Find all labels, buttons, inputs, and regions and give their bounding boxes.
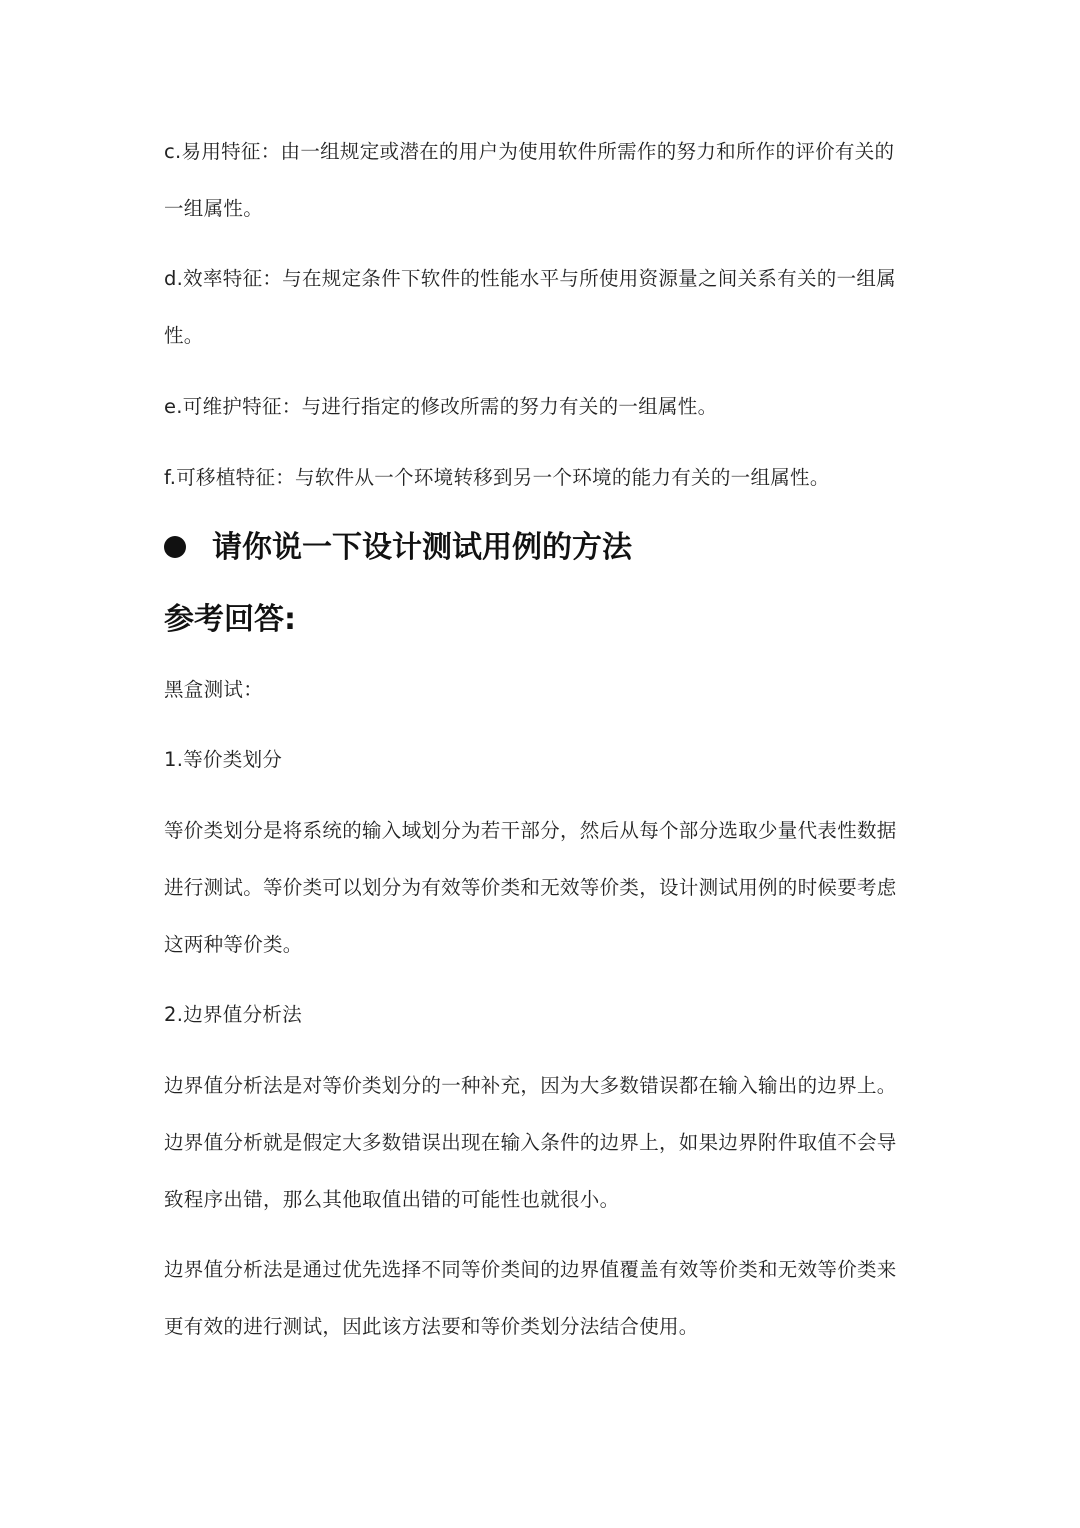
bullet-icon <box>164 536 186 558</box>
paragraph-portability: f.可移植特征：与软件从一个环境转移到另一个环境的能力有关的一组属性。 <box>164 466 830 489</box>
question-heading-text: 请你说一下设计测试用例的方法 <box>212 530 632 565</box>
paragraph-black-box: 黑盒测试： <box>164 678 264 701</box>
paragraph-boundary-body: 边界值分析法是对等价类划分的一种补充，因为大多数错误都在输入输出的边界上。边界值分析就是假定大多数错误出现在输入条件的边界上，如果边界附件取值不会导致程序出错，那么其他取值出错的可能性也就很小。 <box>164 1074 897 1211</box>
paragraph-usability: c.易用特征：由一组规定或潜在的用户为使用软件所需作的努力和所作的评价有关的一组属性。 <box>164 140 895 220</box>
paragraph-equivalence-body: 等价类划分是将系统的输入域划分为若干部分，然后从每个部分选取少量代表性数据进行测试。等价类可以划分为有效等价类和无效等价类，设计测试用例的时候要考虑这两种等价类。 <box>164 819 897 956</box>
paragraph-boundary-title: 2.边界值分析法 <box>164 1003 303 1026</box>
answer-heading: 参考回答: <box>164 602 296 637</box>
paragraph-boundary-usage: 边界值分析法是通过优先选择不同等价类间的边界值覆盖有效等价类和无效等价类来更有效的进行测试，因此该方法要和等价类划分法结合使用。 <box>164 1258 897 1338</box>
paragraph-equivalence-title: 1.等价类划分 <box>164 748 283 771</box>
paragraph-efficiency: d.效率特征：与在规定条件下软件的性能水平与所使用资源量之间关系有关的一组属性。 <box>164 267 896 347</box>
paragraph-maintainability: e.可维护特征：与进行指定的修改所需的努力有关的一组属性。 <box>164 395 718 418</box>
question-heading <box>164 526 924 570</box>
